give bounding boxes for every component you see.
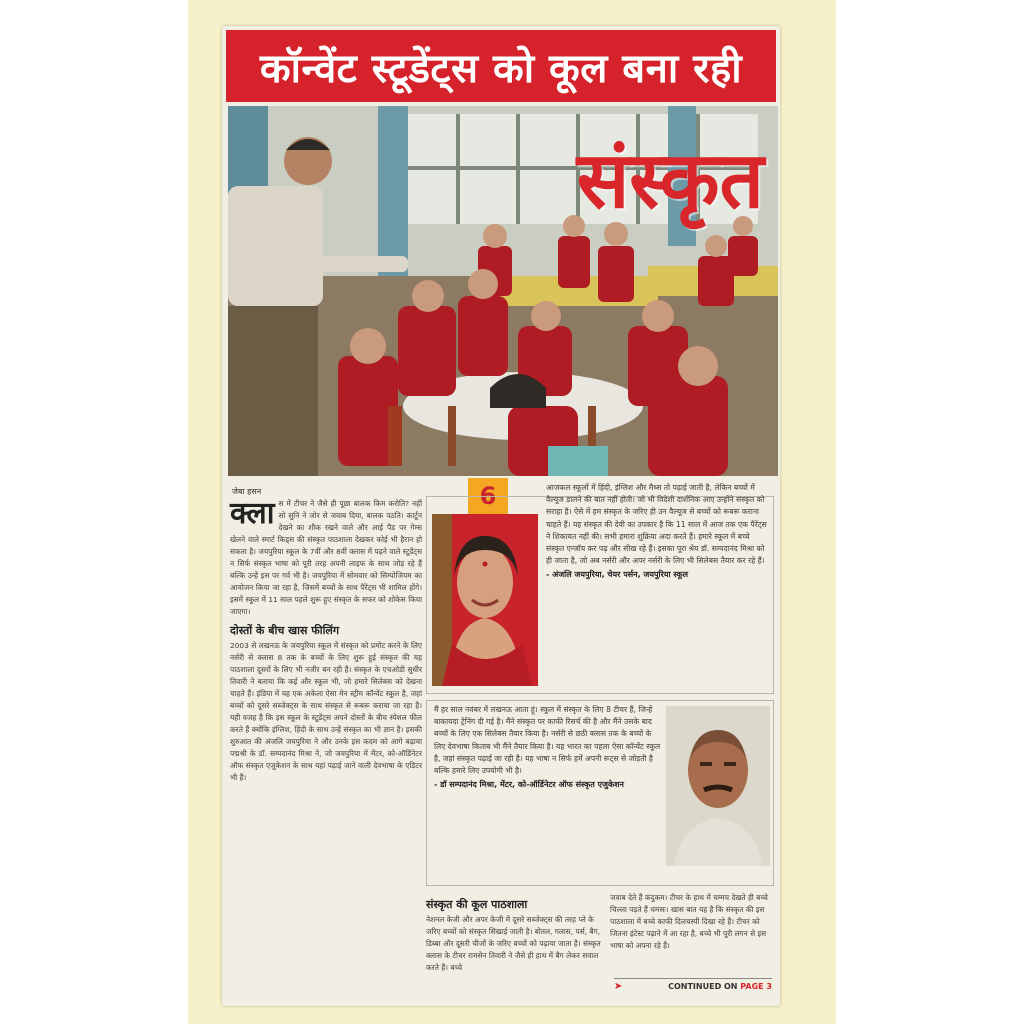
continued-label — [668, 982, 772, 991]
continued-page: PAGE 3 — [740, 981, 772, 991]
portrait-woman — [432, 514, 538, 686]
quote-1-attribution: - अंजलि जयपुरिया, चेयर पर्सन, जयपुरिया स्कूल — [546, 570, 689, 580]
left-body-text: 2003 से लखनऊ के जयपुरिया स्कूल में संस्कृत को प्रमोट करने के लिए नर्सरी से क्लास 8 तक के बच्चों के लिए शुरू हुई संस्कृत की यह पाठशाला दूसरों के लिए भी नजीर बन रही है। संस्कृत के एचओडी सुधीर तिवारी ने बताया कि कई और स्कूल भी, जो हमारे सिलेबस को देखना चाहते हैं। इंडिया में यह एक अकेला ऐसा मेन स्ट्रीम कॉन्वेंट स्कूल है, जहां बच्चों को दूसरे सब्जेक्ट्स के साथ संस्कृत से रूबरू कराया जा रहा है। यही वजह है कि इस स्कूल के स्टूडेंट्स अपने दोस्तों के बीच स्पेशल फील करते हैं क्योंकि इंग्लिश, हिंदी के साथ उन्हें संस्कृत का भी ज्ञान है। इसकी शुरुआत की अंजलि जयपुरिया ने और उनके इस कदम को आगे बढ़ाया पद्मश्री के डॉ. सम्पदानंद मिश्रा ने, जो जयपुरिया में मेंटर, को-ऑर्डिनेटर ऑफ संस्कृत एजुकेशन के साथ यहां पढ़ाई जाने वाली देवभाषा के एडिटर भी हैं। — [230, 641, 422, 782]
portrait-man — [666, 706, 770, 866]
right-column — [610, 892, 776, 992]
newspaper-clipping — [222, 26, 780, 1006]
continued-text: CONTINUED ON — [668, 981, 738, 991]
quote-1-text: आजकल स्कूलों में हिंदी, इंग्लिश और मैथ्स तो पढ़ाई जाती है, लेकिन बच्चों में वैल्यूज डालने की बात नहीं होती। जो भी विदेशी दार्शनिक आए उन्होंने संस्कृत को सराहा है। ऐसे में हम संस्कृत के जरिए ही उन वैल्यूज से बच्चों को रूबरू कराना चाहते हैं। यह संस्कृत की देवी का उपकार है कि 11 साल में आज तक एक पैरेंट्स ने शिकायत नहीं की। सभी हमारा शुक्रिया अदा करते हैं। हमारे स्कूल में बच्चे संस्कृत एन्जॉय कर पढ़ और सीख रहे हैं। इसका पूरा श्रेय डॉ. सम्पदानंद मिश्रा को ही जाता है, जो अब नर्सरी और अपर नर्सरी के लिए भी सिलेबस तैयार कर रहे हैं। — [546, 483, 767, 566]
quote-2-attribution: - डॉ सम्पदानंद मिश्रा, मेंटर, को-ऑर्डिनेटर ऑफ संस्कृत एजुकेशन — [434, 780, 624, 790]
section-badge: 6 — [468, 478, 508, 514]
left-column — [230, 498, 422, 998]
quote-2 — [434, 704, 662, 880]
classroom-photo — [228, 106, 778, 476]
left-subhead: दोस्तों के बीच खास फीलिंग — [230, 624, 340, 637]
arrow-icon: ➤ — [614, 980, 623, 992]
quote-2-text: मैं हर साल नवंबर में लखनऊ आता हूं। स्कूल में संस्कृत के लिए 8 टीचर हैं, जिन्हें बाकायदा ट्रेनिंग दी गई है। मैंने संस्कृत पर काफी रिसर्च की है और मैंने उसके बाद बच्चों के लिए एक सिलेबस तैयार किया है। नर्सरी से छठी क्लास तक के बच्चों के लिए देवभाषा किताब भी मैंने तैयार किया है। यह भारत का पहला ऐसा कॉन्वेंट स्कूल है, जहां संस्कृत पढ़ाई जा रही है। यह भाषा न सिर्फ हमें अपनी रूट्स से जोड़ती है बल्कि हमारे लिए उपयोगी भी है। — [434, 705, 661, 776]
left-intro-text: स में टीचर ने जैसे ही पूछा बालक किम करोति? नहीं सो सुनि ने जोर से जवाब दिया, बालक पठति। कार्टून देखने का शौक रखने वाले और आई पैड पर गेम्स खेलने वाले स्मार्ट किड्स की संस्कृत पाठशाला देखकर कोई भी हैरान हो सकता है। जयपुरिया स्कूल के 7वीं और 8वीं क्लास में पढ़ने वाले स्टूडेंट्स न सिर्फ संस्कृत भाषा को पूरी तरह अपनी लाइफ के साथ जोड़ रहे हैं बल्कि उन्हें इस पर गर्व भी है। जयपुरिया में सोमवार को सिम्पोजियम का आयोजन किया जा रहा है, जिसमें बच्चों के साथ पैरेंट्स भी शामिल होंगे। इसमें स्कूल में 11 साल पहले शुरू हुए संस्कृत के सफर को शोकेस किया जाएगा। — [230, 499, 422, 616]
middle-subhead: संस्कृत की कूल पाठशाला — [426, 898, 528, 911]
continued-footer — [614, 978, 772, 993]
right-body-text: जवाब देते हैं कंदुकम। टीचर के हाथ में चम्मच देखते ही बच्चे चिल्ला पड़ते हैं चमसः। खास बात यह है कि संस्कृत की इस पाठशाला में बच्चे काफी दिलचस्पी दिखा रहे हैं। टीचर को जितना इंटेस्ट पढ़ाने में आ रहा है, बच्चे भी पूरी लगन से इस भाषा को अपना रहे हैं। — [610, 893, 768, 950]
middle-body-text: नेशनल केजी और अपर केजी में दूसरे सब्जेक्ट्स की तरह प्ले के जरिए बच्चों को संस्कृत सिखाई जाती है। बोतल, गलास, पर्स, बैग, डिब्बा और दूसरी चीजों के जरिए बच्चों को पढ़ाया जाता है। संस्कृत क्लास के टीचर रामसेन तिवारी ने जैसे ही हाथ में बैग लेकर सवाल करते हैं। बच्चे — [426, 915, 601, 972]
headline-big-word: संस्कृत — [576, 136, 764, 226]
dropcap: क्ला — [230, 496, 275, 531]
headline: कॉन्वेंट स्टूडेंट्स को कूल बना रही — [226, 30, 776, 102]
byline: जेबा हसन — [232, 487, 262, 496]
middle-column — [426, 892, 602, 1002]
quote-1 — [546, 482, 770, 672]
